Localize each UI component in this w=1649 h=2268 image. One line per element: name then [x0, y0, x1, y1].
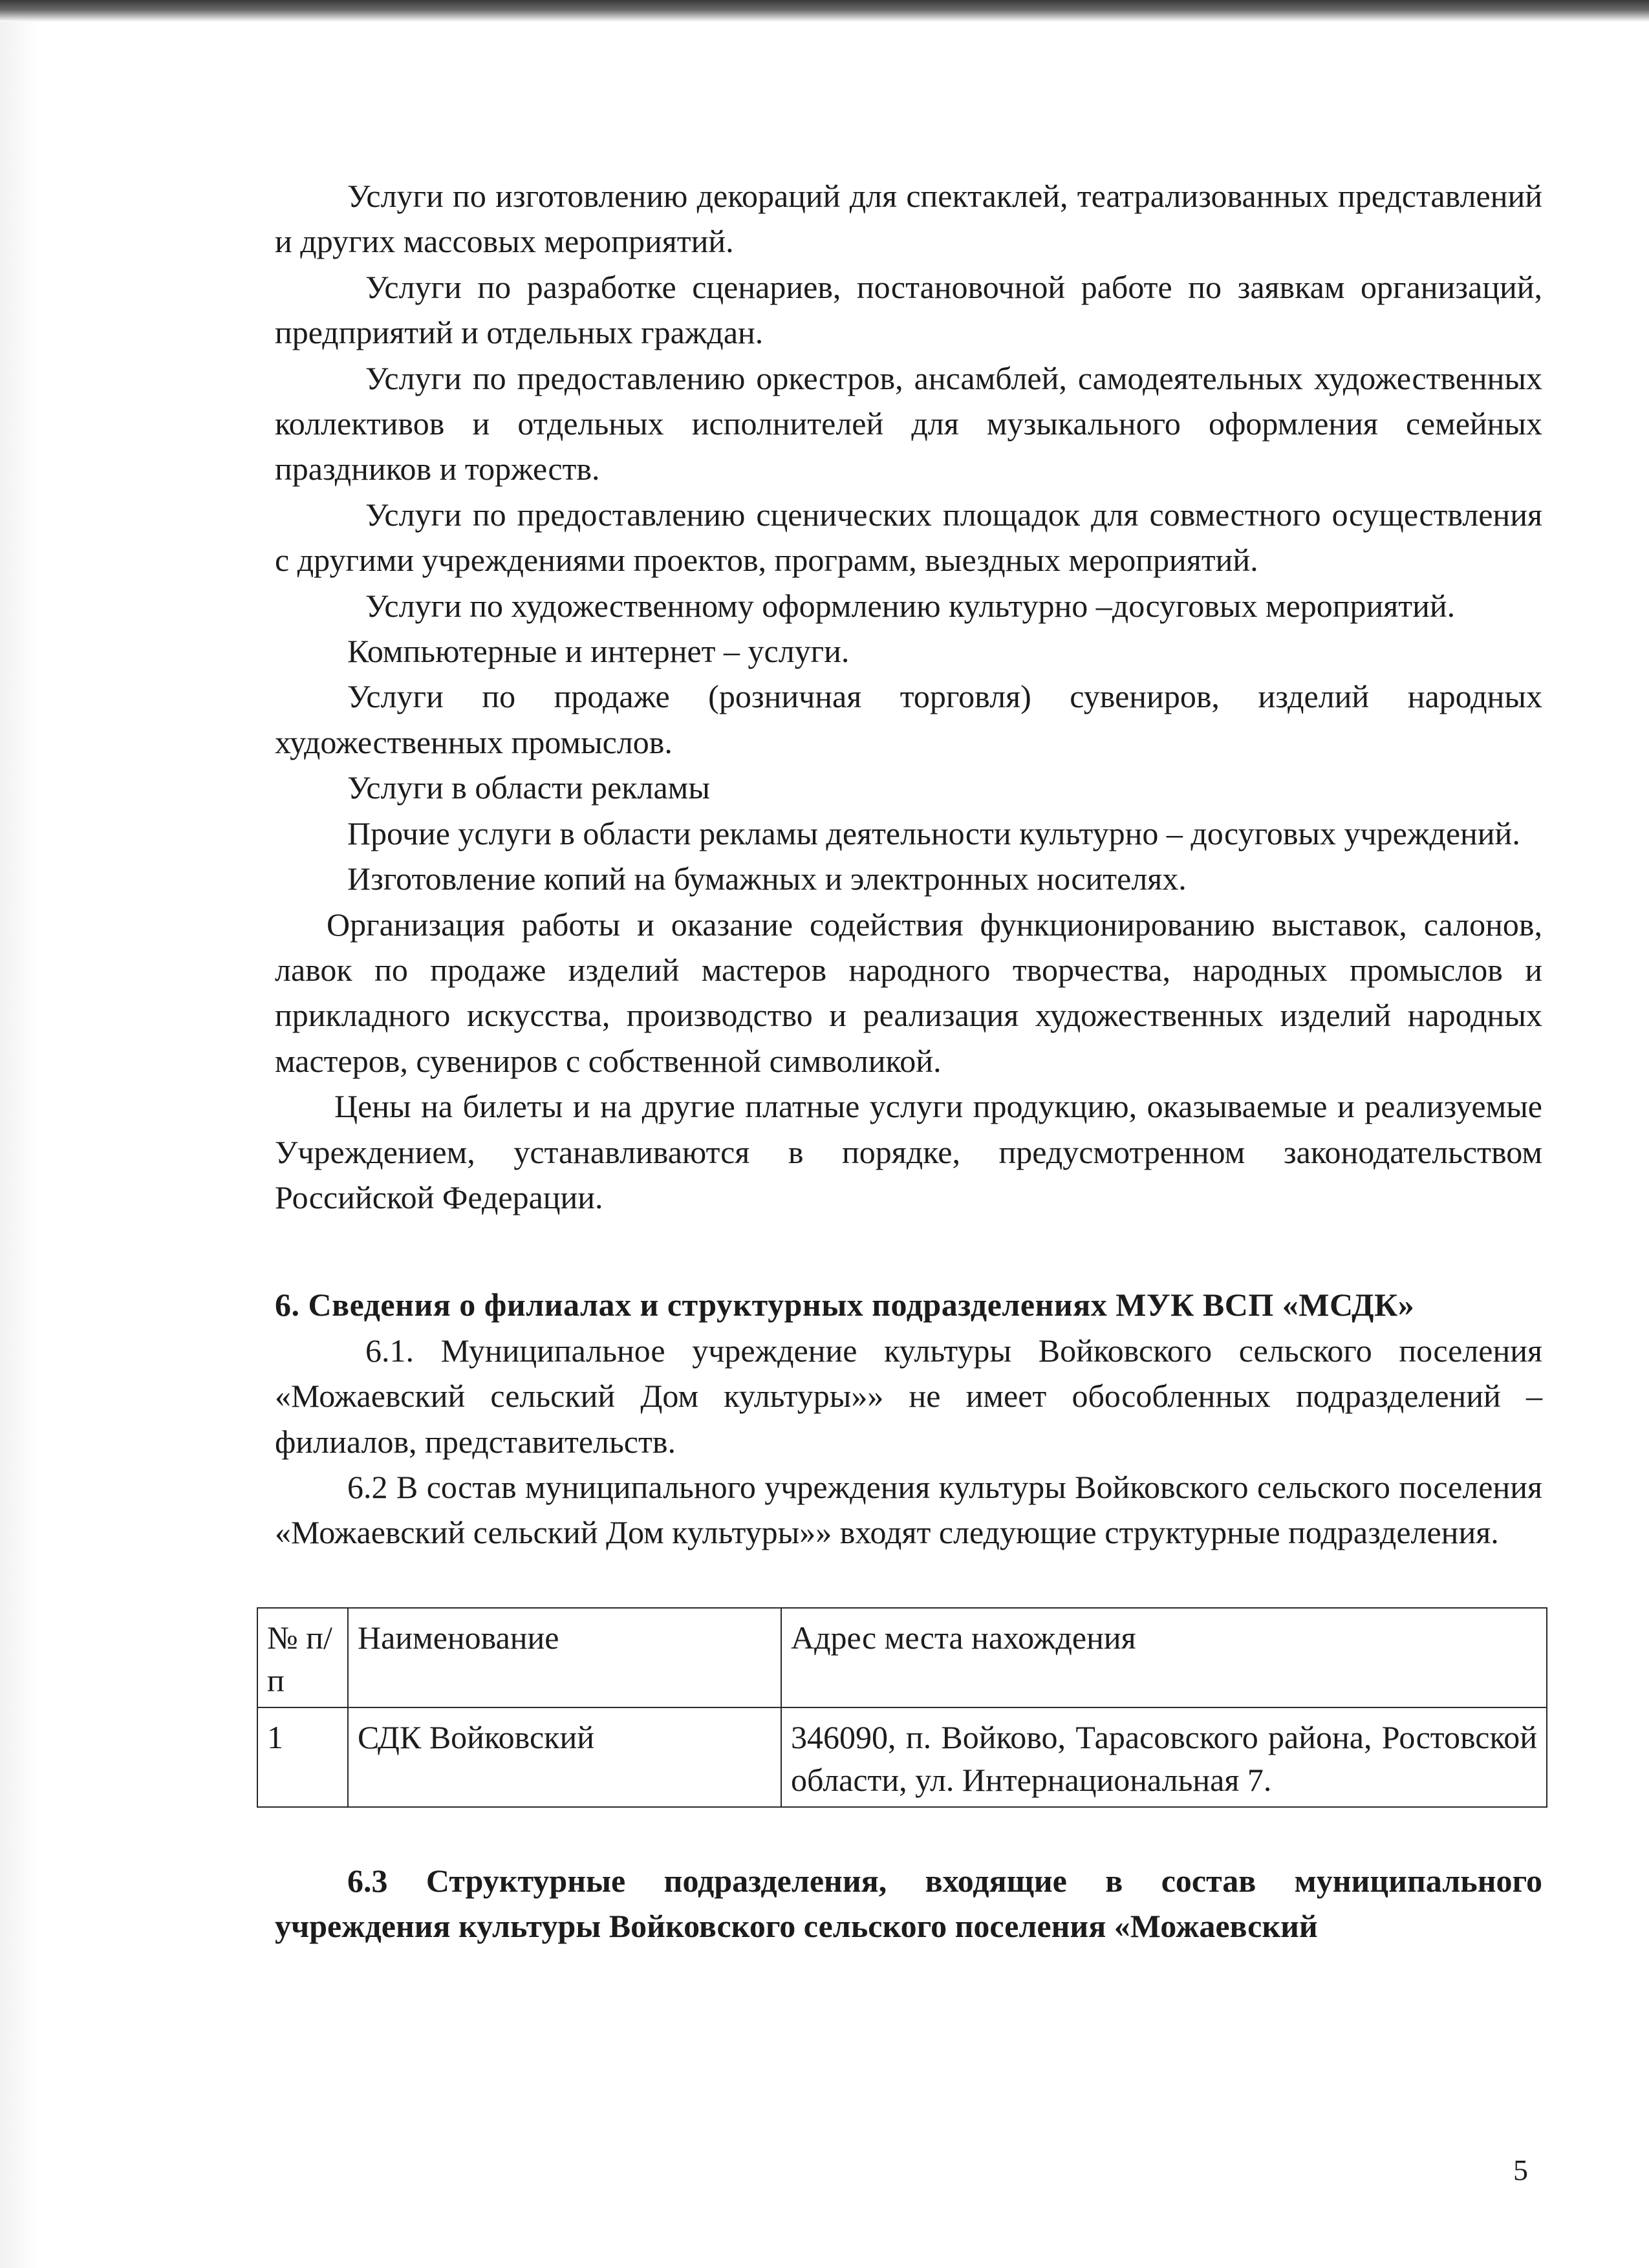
- table-header-row: [257, 1608, 1547, 1707]
- table-cell: СДК Войковский: [348, 1707, 781, 1807]
- table-header-cell: Наименование: [348, 1608, 781, 1707]
- scan-edge-shadow: [0, 0, 39, 2268]
- paragraph-orchestras: Услуги по предоставлению оркестров, ансамблей, самодеятельных художественных коллективов и отдельных исполнителей для музыкального оформления семейных праздников и торжеств.: [275, 359, 1542, 487]
- table-row: [257, 1707, 1547, 1807]
- paragraph-other-advertising: Прочие услуги в области рекламы деятельности культурно – досуговых учреждений.: [347, 815, 1520, 851]
- paragraph-computer: Компьютерные и интернет – услуги.: [347, 633, 850, 670]
- section-6-2: 6.2 В состав муниципального учреждения культуры Войковского сельского поселения «Можаевский сельский Дом культуры»» входят следующие структурные подразделения.: [275, 1468, 1542, 1551]
- paragraph-stages: Услуги по предоставлению сценических площадок для совместного осуществления с другими учреждениями проектов, программ, выездных мероприятий.: [275, 496, 1542, 579]
- structural-units-table: [257, 1607, 1547, 1808]
- document-body: [267, 173, 1542, 1949]
- paragraph-scenarios: Услуги по разработке сценариев, постановочной работе по заявкам организаций, предприятий и отдельных граждан.: [275, 268, 1542, 351]
- paragraph-souvenirs: Услуги по продаже (розничная торговля) сувениров, изделий народных художественных промыслов.: [275, 678, 1542, 760]
- section-6-1: 6.1. Муниципальное учреждение культуры Войковского сельского поселения «Можаевский сельский Дом культуры»» не имеет обособленных подразделений – филиалов, представительств.: [275, 1332, 1542, 1460]
- table-header-cell: № п/п: [257, 1608, 348, 1707]
- table-cell: 346090, п. Войково, Тарасовского района, Ростовской области, ул. Интернациональная 7.: [781, 1707, 1547, 1807]
- paragraph-art-design: Услуги по художественному оформлению культурно –досуговых мероприятий.: [365, 587, 1456, 624]
- section-6-heading: 6. Сведения о филиалах и структурных подразделениях МУК ВСП «МСДК»: [275, 1287, 1415, 1323]
- table-cell: 1: [257, 1707, 348, 1807]
- page-number: 5: [1513, 2154, 1528, 2187]
- paragraph-exhibitions: Организация работы и оказание содействия функционированию выставок, салонов, лавок по продаже изделий мастеров народного творчества, народных промыслов и прикладного искусства, производство и реализация художественных изделий народных мастеров, сувениров с собственной символикой.: [275, 906, 1542, 1079]
- paragraph-advertising: Услуги в области рекламы: [347, 769, 710, 806]
- paragraph-prices: Цены на билеты и на другие платные услуги продукцию, оказываемые и реализуемые Учреждением, устанавливаются в порядке, предусмотренном законодательством Российской Федерации.: [275, 1088, 1542, 1215]
- section-6-3-heading: 6.3 Структурные подразделения, входящие в состав муниципального учреждения культуры Войковского сельского поселения «Можаевский: [275, 1862, 1542, 1945]
- paragraph-copies: Изготовление копий на бумажных и электронных носителях.: [347, 861, 1187, 897]
- paragraph-decorations: Услуги по изготовлению декораций для спектаклей, театрализованных представлений и других массовых мероприятий.: [275, 178, 1542, 260]
- scan-top-border: [0, 0, 1649, 22]
- table-header-cell: Адрес места нахождения: [781, 1608, 1547, 1707]
